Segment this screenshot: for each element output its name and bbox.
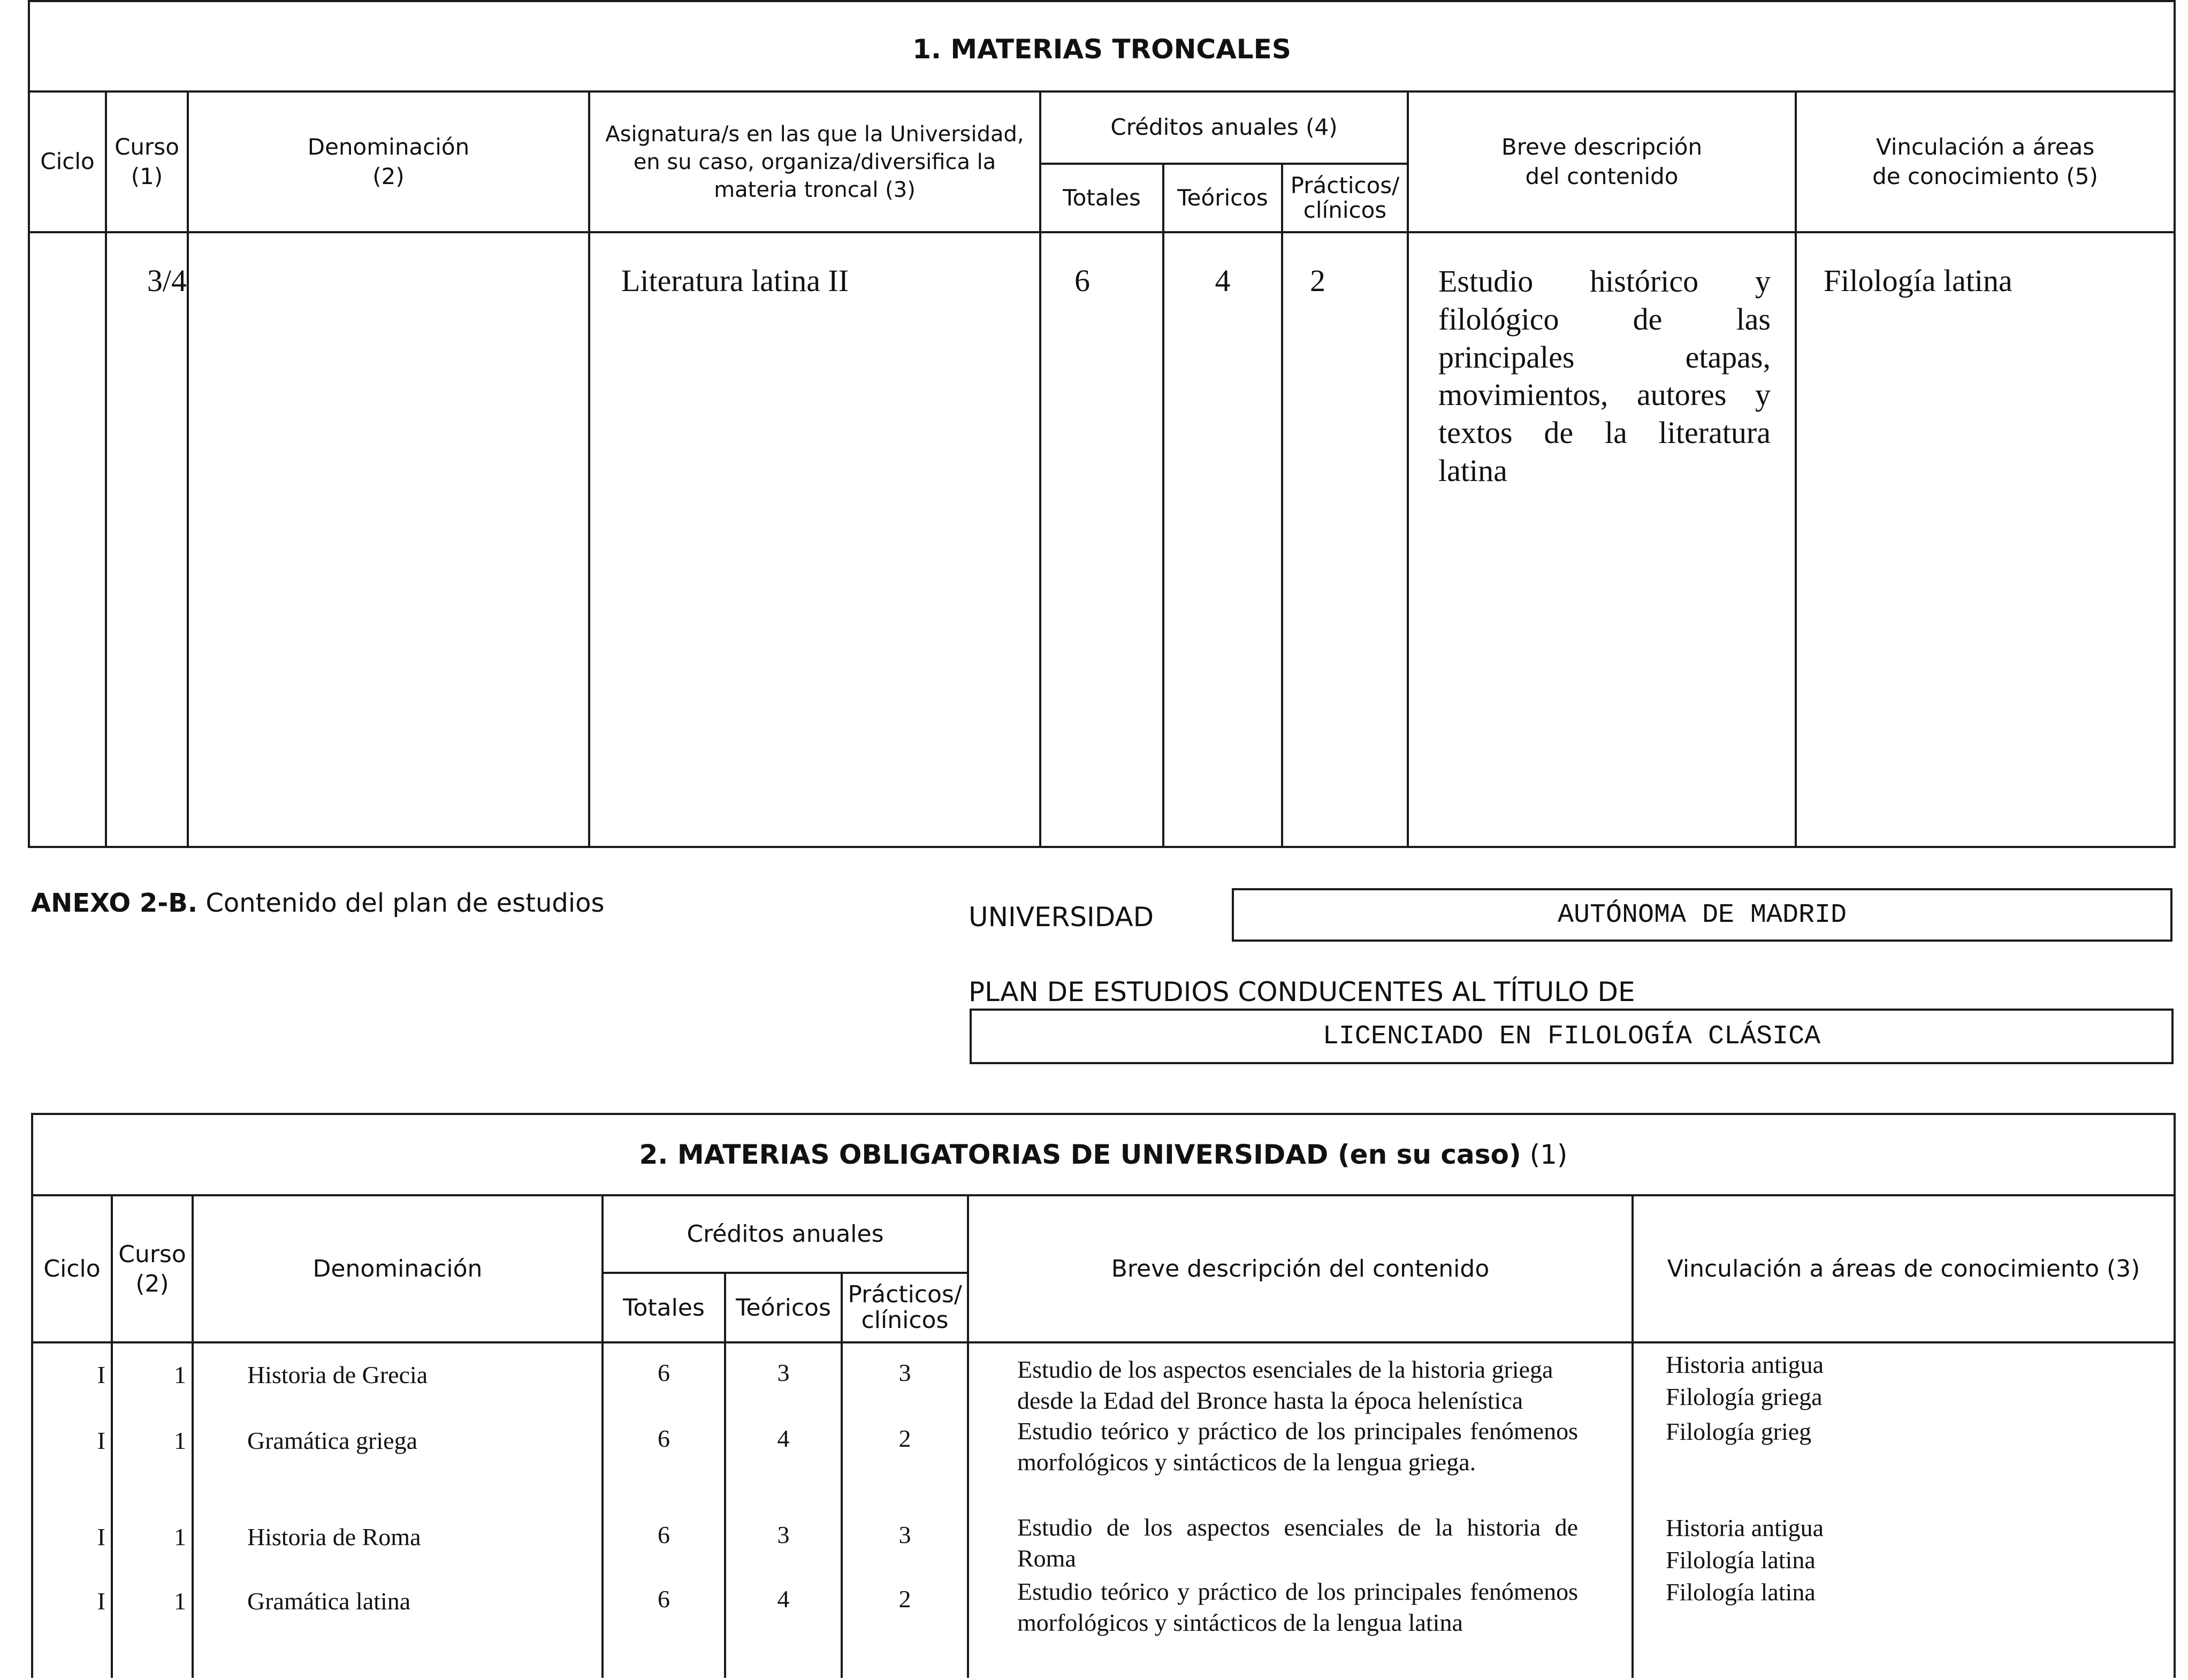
header-creditos-anuales: Créditos anuales (4) bbox=[1040, 91, 1408, 164]
table-row bbox=[32, 1512, 2175, 1576]
plan-value: LICENCIADO EN FILOLOGÍA CLÁSICA bbox=[1322, 1021, 1821, 1052]
header-totales: Totales bbox=[1040, 164, 1163, 232]
table1-row bbox=[29, 232, 2175, 847]
cell-descripcion: Estudio histórico y filológico de las principales etapas, movimientos, autores y textos de la literatura latina bbox=[1408, 232, 1796, 847]
cell-teoricos: 3 bbox=[725, 1512, 842, 1576]
universidad-value-box bbox=[1232, 888, 2172, 942]
header-teoricos: Teóricos bbox=[1163, 164, 1282, 232]
table2-title-text: 2. MATERIAS OBLIGATORIAS DE UNIVERSIDAD (en su caso) bbox=[639, 1139, 1521, 1170]
cell-practicos: 2 bbox=[842, 1576, 968, 1678]
cell-practicos: 2 bbox=[842, 1416, 968, 1512]
cell-denominacion bbox=[188, 232, 589, 847]
cell-ciclo bbox=[29, 232, 106, 847]
cell-curso: 1 bbox=[112, 1416, 193, 1512]
cell-asignatura: Literatura latina II bbox=[589, 232, 1040, 847]
anexo-text: Contenido del plan de estudios bbox=[197, 888, 605, 918]
cell-vinculacion: Filología latina bbox=[1796, 232, 2175, 847]
cell-ciclo: I bbox=[32, 1576, 112, 1678]
cell-totales: 6 bbox=[603, 1512, 725, 1576]
materias-obligatorias-table bbox=[31, 1113, 2176, 1678]
plan-label: PLAN DE ESTUDIOS CONDUCENTES AL TÍTULO DE bbox=[969, 976, 1635, 1007]
t2-header-practicos: Prácticos/ clínicos bbox=[842, 1273, 968, 1342]
cell-teoricos: 3 bbox=[725, 1342, 842, 1416]
table2-title bbox=[32, 1114, 2175, 1195]
t2-header-denominacion: Denominación bbox=[193, 1195, 603, 1342]
cell-teoricos: 4 bbox=[725, 1576, 842, 1678]
table1-title: 1. MATERIAS TRONCALES bbox=[29, 1, 2175, 91]
cell-descripcion: Estudio teórico y práctico de los principales fenómenos morfológicos y sintácticos de la lengua griega. bbox=[968, 1416, 1633, 1512]
cell-totales: 6 bbox=[603, 1342, 725, 1416]
cell-areas: Filología grieg bbox=[1633, 1416, 2175, 1512]
cell-ciclo: I bbox=[32, 1342, 112, 1416]
t2-header-vinculacion: Vinculación a áreas de conocimiento (3) bbox=[1633, 1195, 2175, 1342]
cell-curso: 1 bbox=[112, 1342, 193, 1416]
header-practicos: Prácticos/ clínicos bbox=[1282, 164, 1408, 232]
plan-value-box bbox=[970, 1009, 2174, 1064]
cell-totales: 6 bbox=[603, 1576, 725, 1678]
cell-teoricos: 4 bbox=[1163, 232, 1282, 847]
table-row bbox=[32, 1576, 2175, 1678]
header-curso: Curso (1) bbox=[106, 91, 188, 232]
header-breve-descripcion: Breve descripción del contenido bbox=[1408, 91, 1796, 232]
t2-header-creditos-anuales: Créditos anuales bbox=[603, 1195, 968, 1273]
header-asignatura: Asignatura/s en las que la Universidad, en su caso, organiza/diversifica la materia troncal (3) bbox=[589, 91, 1040, 232]
t2-header-curso: Curso (2) bbox=[112, 1195, 193, 1342]
cell-ciclo: I bbox=[32, 1512, 112, 1576]
header-ciclo: Ciclo bbox=[29, 91, 106, 232]
cell-ciclo: I bbox=[32, 1416, 112, 1512]
cell-descripcion: Estudio teórico y práctico de los principales fenómenos morfológicos y sintácticos de la lengua latina bbox=[968, 1576, 1633, 1678]
cell-denominacion: Historia de Roma bbox=[193, 1512, 603, 1576]
cell-denominacion: Gramática griega bbox=[193, 1416, 603, 1512]
cell-teoricos: 4 bbox=[725, 1416, 842, 1512]
cell-denominacion: Gramática latina bbox=[193, 1576, 603, 1678]
cell-descripcion: Estudio de los aspectos esenciales de la historia de Roma bbox=[968, 1512, 1633, 1576]
cell-practicos: 3 bbox=[842, 1342, 968, 1416]
table-row bbox=[32, 1416, 2175, 1512]
materias-troncales-table bbox=[28, 0, 2176, 848]
header-denominacion: Denominación (2) bbox=[188, 91, 589, 232]
anexo-heading bbox=[31, 888, 605, 918]
t2-header-breve-descripcion: Breve descripción del contenido bbox=[968, 1195, 1633, 1342]
cell-descripcion: Estudio de los aspectos esenciales de la historia griega desde la Edad del Bronce hasta la época helenística bbox=[968, 1342, 1633, 1416]
cell-areas: Historia antigua Filología latina bbox=[1633, 1512, 2175, 1576]
cell-practicos: 2 bbox=[1282, 232, 1408, 847]
t2-header-ciclo: Ciclo bbox=[32, 1195, 112, 1342]
cell-practicos: 3 bbox=[842, 1512, 968, 1576]
cell-totales: 6 bbox=[1040, 232, 1163, 847]
table2-title-note: (1) bbox=[1521, 1139, 1568, 1170]
cell-curso: 3/4 bbox=[106, 232, 188, 847]
cell-areas: Historia antigua Filología griega bbox=[1633, 1342, 2175, 1416]
table-row bbox=[32, 1342, 2175, 1416]
cell-denominacion: Historia de Grecia bbox=[193, 1342, 603, 1416]
universidad-label: UNIVERSIDAD bbox=[969, 902, 1154, 933]
t2-header-totales: Totales bbox=[603, 1273, 725, 1342]
cell-curso: 1 bbox=[112, 1512, 193, 1576]
cell-curso: 1 bbox=[112, 1576, 193, 1678]
cell-areas: Filología latina bbox=[1633, 1576, 2175, 1678]
header-vinculacion: Vinculación a áreas de conocimiento (5) bbox=[1796, 91, 2175, 232]
universidad-value: AUTÓNOMA DE MADRID bbox=[1557, 899, 1847, 930]
anexo-label: ANEXO 2-B. bbox=[31, 888, 198, 918]
t2-header-teoricos: Teóricos bbox=[725, 1273, 842, 1342]
cell-totales: 6 bbox=[603, 1416, 725, 1512]
